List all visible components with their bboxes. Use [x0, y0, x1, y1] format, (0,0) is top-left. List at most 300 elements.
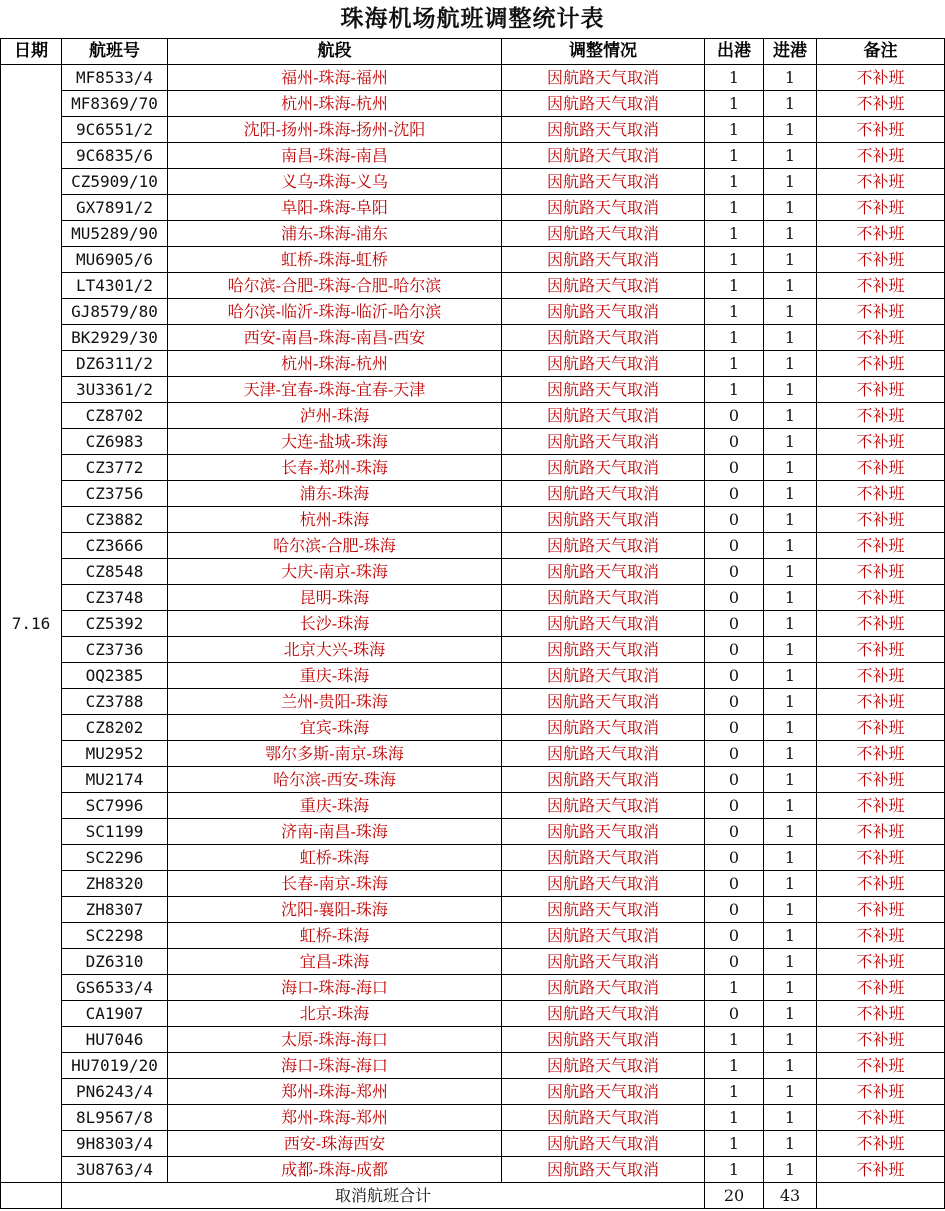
- status-cell: 因航路天气取消: [502, 923, 705, 949]
- inbound-count-cell: 1: [764, 273, 817, 299]
- status-cell: 因航路天气取消: [502, 507, 705, 533]
- status-cell: 因航路天气取消: [502, 325, 705, 351]
- outbound-count-cell: 0: [705, 689, 764, 715]
- table-row: [1, 1001, 945, 1027]
- status-cell: 因航路天气取消: [502, 455, 705, 481]
- table-row: [1, 871, 945, 897]
- outbound-count-cell: 1: [705, 325, 764, 351]
- inbound-count-cell: 1: [764, 221, 817, 247]
- flight-number-cell: CZ8702: [62, 403, 168, 429]
- flight-number-cell: CZ3748: [62, 585, 168, 611]
- table-row: [1, 1053, 945, 1079]
- outbound-count-cell: 0: [705, 429, 764, 455]
- outbound-count-cell: 1: [705, 221, 764, 247]
- inbound-count-cell: 1: [764, 351, 817, 377]
- status-cell: 因航路天气取消: [502, 819, 705, 845]
- flight-number-cell: CZ8548: [62, 559, 168, 585]
- note-cell: 不补班: [817, 1105, 945, 1131]
- inbound-count-cell: 1: [764, 637, 817, 663]
- route-cell: 天津-宜春-珠海-宜春-天津: [168, 377, 502, 403]
- note-cell: 不补班: [817, 715, 945, 741]
- status-cell: 因航路天气取消: [502, 403, 705, 429]
- status-cell: 因航路天气取消: [502, 1105, 705, 1131]
- outbound-count-cell: 0: [705, 715, 764, 741]
- note-cell: 不补班: [817, 429, 945, 455]
- route-cell: 阜阳-珠海-阜阳: [168, 195, 502, 221]
- inbound-count-cell: 1: [764, 689, 817, 715]
- status-cell: 因航路天气取消: [502, 689, 705, 715]
- outbound-count-cell: 1: [705, 117, 764, 143]
- table-row: [1, 221, 945, 247]
- note-cell: 不补班: [817, 767, 945, 793]
- route-cell: 北京-珠海: [168, 1001, 502, 1027]
- outbound-count-cell: 1: [705, 1105, 764, 1131]
- note-cell: 不补班: [817, 663, 945, 689]
- total-outbound: 20: [705, 1183, 764, 1209]
- flight-number-cell: 9C6551/2: [62, 117, 168, 143]
- inbound-count-cell: 1: [764, 377, 817, 403]
- status-cell: 因航路天气取消: [502, 741, 705, 767]
- note-cell: 不补班: [817, 481, 945, 507]
- route-cell: 沈阳-扬州-珠海-扬州-沈阳: [168, 117, 502, 143]
- table-row: [1, 247, 945, 273]
- outbound-count-cell: 1: [705, 1079, 764, 1105]
- table-row: [1, 169, 945, 195]
- outbound-count-cell: 0: [705, 767, 764, 793]
- note-cell: 不补班: [817, 247, 945, 273]
- route-cell: 郑州-珠海-郑州: [168, 1105, 502, 1131]
- route-cell: 鄂尔多斯-南京-珠海: [168, 741, 502, 767]
- route-cell: 泸州-珠海: [168, 403, 502, 429]
- flight-number-cell: GJ8579/80: [62, 299, 168, 325]
- route-cell: 长春-郑州-珠海: [168, 455, 502, 481]
- flight-number-cell: BK2929/30: [62, 325, 168, 351]
- route-cell: 杭州-珠海: [168, 507, 502, 533]
- inbound-count-cell: 1: [764, 1027, 817, 1053]
- outbound-count-cell: 0: [705, 949, 764, 975]
- flight-number-cell: CZ3756: [62, 481, 168, 507]
- note-cell: 不补班: [817, 1131, 945, 1157]
- outbound-count-cell: 0: [705, 741, 764, 767]
- route-cell: 西安-珠海西安: [168, 1131, 502, 1157]
- note-cell: 不补班: [817, 1157, 945, 1183]
- header-status: 调整情况: [502, 39, 705, 65]
- flight-number-cell: ZH8320: [62, 871, 168, 897]
- flight-number-cell: MU6905/6: [62, 247, 168, 273]
- inbound-count-cell: 1: [764, 715, 817, 741]
- note-cell: 不补班: [817, 923, 945, 949]
- inbound-count-cell: 1: [764, 91, 817, 117]
- status-cell: 因航路天气取消: [502, 663, 705, 689]
- outbound-count-cell: 0: [705, 923, 764, 949]
- route-cell: 成都-珠海-成都: [168, 1157, 502, 1183]
- route-cell: 西安-南昌-珠海-南昌-西安: [168, 325, 502, 351]
- inbound-count-cell: 1: [764, 871, 817, 897]
- outbound-count-cell: 0: [705, 663, 764, 689]
- note-cell: 不补班: [817, 611, 945, 637]
- status-cell: 因航路天气取消: [502, 169, 705, 195]
- sheet-title: 珠海机场航班调整统计表: [340, 5, 605, 32]
- note-cell: 不补班: [817, 377, 945, 403]
- note-cell: 不补班: [817, 1053, 945, 1079]
- header-out: 出港: [705, 39, 764, 65]
- status-cell: 因航路天气取消: [502, 585, 705, 611]
- status-cell: 因航路天气取消: [502, 429, 705, 455]
- outbound-count-cell: 0: [705, 559, 764, 585]
- table-row: [1, 1157, 945, 1183]
- outbound-count-cell: 0: [705, 819, 764, 845]
- table-row: [1, 325, 945, 351]
- note-cell: 不补班: [817, 741, 945, 767]
- route-cell: 哈尔滨-合肥-珠海-合肥-哈尔滨: [168, 273, 502, 299]
- inbound-count-cell: 1: [764, 403, 817, 429]
- note-cell: 不补班: [817, 65, 945, 91]
- inbound-count-cell: 1: [764, 767, 817, 793]
- note-cell: 不补班: [817, 507, 945, 533]
- flight-number-cell: 9H8303/4: [62, 1131, 168, 1157]
- outbound-count-cell: 1: [705, 195, 764, 221]
- table-row: [1, 455, 945, 481]
- flight-number-cell: LT4301/2: [62, 273, 168, 299]
- table-row: [1, 819, 945, 845]
- inbound-count-cell: 1: [764, 325, 817, 351]
- table-row: [1, 429, 945, 455]
- flight-number-cell: GX7891/2: [62, 195, 168, 221]
- note-cell: 不补班: [817, 819, 945, 845]
- header-flight: 航班号: [62, 39, 168, 65]
- inbound-count-cell: 1: [764, 507, 817, 533]
- table-row: [1, 117, 945, 143]
- route-cell: 兰州-贵阳-珠海: [168, 689, 502, 715]
- route-cell: 海口-珠海-海口: [168, 1053, 502, 1079]
- flight-number-cell: 3U8763/4: [62, 1157, 168, 1183]
- table-row: [1, 663, 945, 689]
- inbound-count-cell: 1: [764, 663, 817, 689]
- flight-adjustment-table: [0, 38, 945, 1209]
- route-cell: 杭州-珠海-杭州: [168, 351, 502, 377]
- route-cell: 虹桥-珠海: [168, 923, 502, 949]
- inbound-count-cell: 1: [764, 1079, 817, 1105]
- inbound-count-cell: 1: [764, 819, 817, 845]
- inbound-count-cell: 1: [764, 1131, 817, 1157]
- table-row: [1, 975, 945, 1001]
- route-cell: 福州-珠海-福州: [168, 65, 502, 91]
- outbound-count-cell: 1: [705, 169, 764, 195]
- route-cell: 哈尔滨-西安-珠海: [168, 767, 502, 793]
- route-cell: 重庆-珠海: [168, 663, 502, 689]
- route-cell: 浦东-珠海-浦东: [168, 221, 502, 247]
- route-cell: 北京大兴-珠海: [168, 637, 502, 663]
- inbound-count-cell: 1: [764, 845, 817, 871]
- route-cell: 昆明-珠海: [168, 585, 502, 611]
- inbound-count-cell: 1: [764, 949, 817, 975]
- outbound-count-cell: 1: [705, 1157, 764, 1183]
- status-cell: 因航路天气取消: [502, 533, 705, 559]
- flight-number-cell: SC7996: [62, 793, 168, 819]
- outbound-count-cell: 1: [705, 247, 764, 273]
- total-blank-cell: [1, 1183, 62, 1209]
- route-cell: 浦东-珠海: [168, 481, 502, 507]
- status-cell: 因航路天气取消: [502, 195, 705, 221]
- outbound-count-cell: 0: [705, 507, 764, 533]
- route-cell: 大庆-南京-珠海: [168, 559, 502, 585]
- table-row: [1, 845, 945, 871]
- table-row: [1, 1079, 945, 1105]
- outbound-count-cell: 0: [705, 611, 764, 637]
- status-cell: 因航路天气取消: [502, 65, 705, 91]
- outbound-count-cell: 0: [705, 1001, 764, 1027]
- table-row: [1, 1131, 945, 1157]
- route-cell: 太原-珠海-海口: [168, 1027, 502, 1053]
- table-row: [1, 767, 945, 793]
- status-cell: 因航路天气取消: [502, 845, 705, 871]
- flight-number-cell: PN6243/4: [62, 1079, 168, 1105]
- inbound-count-cell: 1: [764, 247, 817, 273]
- outbound-count-cell: 1: [705, 1053, 764, 1079]
- flight-number-cell: CZ3772: [62, 455, 168, 481]
- status-cell: 因航路天气取消: [502, 247, 705, 273]
- note-cell: 不补班: [817, 1001, 945, 1027]
- flight-number-cell: DZ6310: [62, 949, 168, 975]
- flight-number-cell: MF8533/4: [62, 65, 168, 91]
- table-row: [1, 923, 945, 949]
- route-cell: 海口-珠海-海口: [168, 975, 502, 1001]
- status-cell: 因航路天气取消: [502, 273, 705, 299]
- outbound-count-cell: 1: [705, 273, 764, 299]
- outbound-count-cell: 0: [705, 585, 764, 611]
- table-row: [1, 637, 945, 663]
- flight-number-cell: MU2174: [62, 767, 168, 793]
- inbound-count-cell: 1: [764, 611, 817, 637]
- note-cell: 不补班: [817, 403, 945, 429]
- outbound-count-cell: 0: [705, 533, 764, 559]
- table-row: [1, 897, 945, 923]
- note-cell: 不补班: [817, 143, 945, 169]
- flight-number-cell: SC2296: [62, 845, 168, 871]
- note-cell: 不补班: [817, 871, 945, 897]
- note-cell: 不补班: [817, 637, 945, 663]
- inbound-count-cell: 1: [764, 455, 817, 481]
- note-cell: 不补班: [817, 793, 945, 819]
- flight-number-cell: CZ3736: [62, 637, 168, 663]
- table-row: [1, 715, 945, 741]
- inbound-count-cell: 1: [764, 429, 817, 455]
- status-cell: 因航路天气取消: [502, 351, 705, 377]
- status-cell: 因航路天气取消: [502, 1027, 705, 1053]
- total-note-cell: [817, 1183, 945, 1209]
- outbound-count-cell: 1: [705, 91, 764, 117]
- header-in: 进港: [764, 39, 817, 65]
- table-row: [1, 377, 945, 403]
- table-row: [1, 949, 945, 975]
- status-cell: 因航路天气取消: [502, 715, 705, 741]
- status-cell: 因航路天气取消: [502, 793, 705, 819]
- note-cell: 不补班: [817, 689, 945, 715]
- flight-number-cell: CZ5392: [62, 611, 168, 637]
- table-row: [1, 689, 945, 715]
- route-cell: 沈阳-襄阳-珠海: [168, 897, 502, 923]
- table-row: [1, 273, 945, 299]
- route-cell: 济南-南昌-珠海: [168, 819, 502, 845]
- table-row: [1, 91, 945, 117]
- flight-number-cell: MU2952: [62, 741, 168, 767]
- outbound-count-cell: 1: [705, 377, 764, 403]
- inbound-count-cell: 1: [764, 793, 817, 819]
- route-cell: 大连-盐城-珠海: [168, 429, 502, 455]
- inbound-count-cell: 1: [764, 65, 817, 91]
- table-row: [1, 741, 945, 767]
- note-cell: 不补班: [817, 897, 945, 923]
- inbound-count-cell: 1: [764, 1001, 817, 1027]
- header-route: 航段: [168, 39, 502, 65]
- inbound-count-cell: 1: [764, 741, 817, 767]
- route-cell: 长春-南京-珠海: [168, 871, 502, 897]
- table-row: [1, 507, 945, 533]
- table-row: [1, 195, 945, 221]
- flight-number-cell: MF8369/70: [62, 91, 168, 117]
- inbound-count-cell: 1: [764, 533, 817, 559]
- outbound-count-cell: 0: [705, 793, 764, 819]
- inbound-count-cell: 1: [764, 1105, 817, 1131]
- header-note: 备注: [817, 39, 945, 65]
- flight-number-cell: GS6533/4: [62, 975, 168, 1001]
- status-cell: 因航路天气取消: [502, 1053, 705, 1079]
- inbound-count-cell: 1: [764, 559, 817, 585]
- note-cell: 不补班: [817, 273, 945, 299]
- flight-number-cell: HU7019/20: [62, 1053, 168, 1079]
- route-cell: 南昌-珠海-南昌: [168, 143, 502, 169]
- table-row: [1, 65, 945, 91]
- route-cell: 宜昌-珠海: [168, 949, 502, 975]
- status-cell: 因航路天气取消: [502, 611, 705, 637]
- table-row: [1, 559, 945, 585]
- inbound-count-cell: 1: [764, 585, 817, 611]
- flight-number-cell: MU5289/90: [62, 221, 168, 247]
- route-cell: 郑州-珠海-郑州: [168, 1079, 502, 1105]
- status-cell: 因航路天气取消: [502, 897, 705, 923]
- note-cell: 不补班: [817, 949, 945, 975]
- note-cell: 不补班: [817, 299, 945, 325]
- inbound-count-cell: 1: [764, 195, 817, 221]
- flight-number-cell: SC2298: [62, 923, 168, 949]
- note-cell: 不补班: [817, 1079, 945, 1105]
- status-cell: 因航路天气取消: [502, 767, 705, 793]
- outbound-count-cell: 1: [705, 975, 764, 1001]
- flight-number-cell: 8L9567/8: [62, 1105, 168, 1131]
- route-cell: 宜宾-珠海: [168, 715, 502, 741]
- note-cell: 不补班: [817, 91, 945, 117]
- table-row: [1, 351, 945, 377]
- inbound-count-cell: 1: [764, 481, 817, 507]
- total-label: 取消航班合计: [62, 1183, 705, 1209]
- note-cell: 不补班: [817, 585, 945, 611]
- flight-number-cell: CZ6983: [62, 429, 168, 455]
- outbound-count-cell: 0: [705, 871, 764, 897]
- status-cell: 因航路天气取消: [502, 91, 705, 117]
- flight-number-cell: CZ8202: [62, 715, 168, 741]
- header-row: [1, 39, 945, 65]
- table-row: [1, 611, 945, 637]
- outbound-count-cell: 0: [705, 897, 764, 923]
- note-cell: 不补班: [817, 195, 945, 221]
- status-cell: 因航路天气取消: [502, 481, 705, 507]
- note-cell: 不补班: [817, 351, 945, 377]
- table-row: [1, 403, 945, 429]
- outbound-count-cell: 1: [705, 1131, 764, 1157]
- flight-number-cell: CZ5909/10: [62, 169, 168, 195]
- status-cell: 因航路天气取消: [502, 143, 705, 169]
- table-row: [1, 793, 945, 819]
- note-cell: 不补班: [817, 533, 945, 559]
- table-row: [1, 299, 945, 325]
- outbound-count-cell: 0: [705, 481, 764, 507]
- status-cell: 因航路天气取消: [502, 975, 705, 1001]
- status-cell: 因航路天气取消: [502, 559, 705, 585]
- total-inbound: 43: [764, 1183, 817, 1209]
- header-date: 日期: [1, 39, 62, 65]
- inbound-count-cell: 1: [764, 299, 817, 325]
- note-cell: 不补班: [817, 325, 945, 351]
- inbound-count-cell: 1: [764, 143, 817, 169]
- total-row: [1, 1183, 945, 1209]
- outbound-count-cell: 0: [705, 455, 764, 481]
- route-cell: 哈尔滨-临沂-珠海-临沂-哈尔滨: [168, 299, 502, 325]
- status-cell: 因航路天气取消: [502, 871, 705, 897]
- table-row: [1, 533, 945, 559]
- table-row: [1, 481, 945, 507]
- note-cell: 不补班: [817, 169, 945, 195]
- route-cell: 长沙-珠海: [168, 611, 502, 637]
- inbound-count-cell: 1: [764, 897, 817, 923]
- outbound-count-cell: 1: [705, 65, 764, 91]
- status-cell: 因航路天气取消: [502, 1131, 705, 1157]
- status-cell: 因航路天气取消: [502, 637, 705, 663]
- flight-number-cell: 3U3361/2: [62, 377, 168, 403]
- status-cell: 因航路天气取消: [502, 221, 705, 247]
- flight-number-cell: CZ3788: [62, 689, 168, 715]
- note-cell: 不补班: [817, 845, 945, 871]
- table-row: [1, 585, 945, 611]
- table-body: [1, 65, 945, 1209]
- route-cell: 重庆-珠海: [168, 793, 502, 819]
- outbound-count-cell: 1: [705, 351, 764, 377]
- status-cell: 因航路天气取消: [502, 117, 705, 143]
- outbound-count-cell: 0: [705, 845, 764, 871]
- flight-number-cell: ZH8307: [62, 897, 168, 923]
- note-cell: 不补班: [817, 975, 945, 1001]
- route-cell: 虹桥-珠海: [168, 845, 502, 871]
- inbound-count-cell: 1: [764, 117, 817, 143]
- flight-number-cell: HU7046: [62, 1027, 168, 1053]
- status-cell: 因航路天气取消: [502, 377, 705, 403]
- status-cell: 因航路天气取消: [502, 1079, 705, 1105]
- flight-number-cell: SC1199: [62, 819, 168, 845]
- flight-number-cell: DZ6311/2: [62, 351, 168, 377]
- flight-number-cell: CA1907: [62, 1001, 168, 1027]
- route-cell: 哈尔滨-合肥-珠海: [168, 533, 502, 559]
- route-cell: 虹桥-珠海-虹桥: [168, 247, 502, 273]
- inbound-count-cell: 1: [764, 1157, 817, 1183]
- outbound-count-cell: 1: [705, 143, 764, 169]
- flight-number-cell: CZ3882: [62, 507, 168, 533]
- inbound-count-cell: 1: [764, 923, 817, 949]
- date-cell: 7.16: [1, 65, 62, 1183]
- flight-number-cell: CZ3666: [62, 533, 168, 559]
- table-row: [1, 1105, 945, 1131]
- status-cell: 因航路天气取消: [502, 949, 705, 975]
- inbound-count-cell: 1: [764, 1053, 817, 1079]
- inbound-count-cell: 1: [764, 975, 817, 1001]
